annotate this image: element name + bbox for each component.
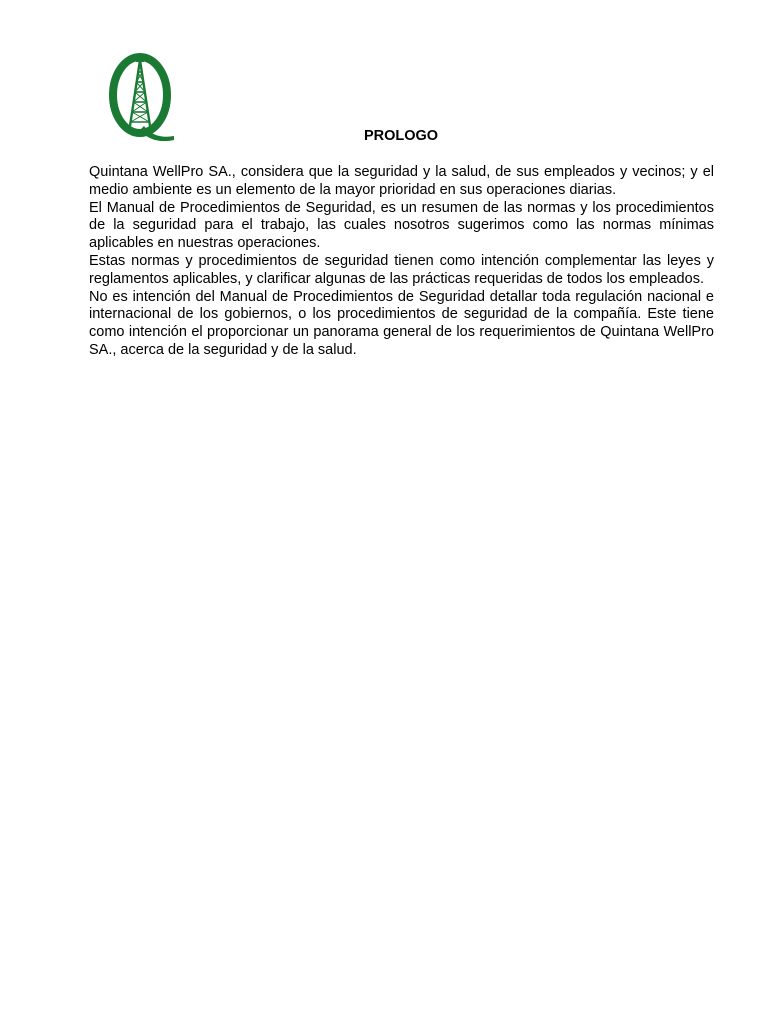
q-derrick-icon [104, 46, 184, 142]
paragraph: Estas normas y procedimientos de seguridad tienen como intención complementar las leyes y reglamentos aplicables, y clarificar algunas de las prácticas requeridas de todos los empleados. [89, 252, 714, 287]
prologue-body [89, 164, 714, 360]
paragraph: El Manual de Procedimientos de Seguridad, es un resumen de las normas y los procedimientos de la seguridad para el trabajo, las cuales nosotros sugerimos como las normas mínimas aplicables en nuestras operaciones. [89, 199, 714, 252]
page-title: PROLOGO [363, 128, 439, 144]
paragraph: No es intención del Manual de Procedimientos de Seguridad detallar toda regulación nacional e internacional de los gobiernos, o los procedimientos de seguridad de la compañía. Este tiene como intención el proporcionar un panorama general de los requerimientos de Quintana WellPro SA., acerca de la seguridad y de la salud. [89, 288, 714, 358]
company-logo [104, 46, 184, 142]
paragraph: Quintana WellPro SA., considera que la seguridad y la salud, de sus empleados y vecinos; y el medio ambiente es un elemento de la mayor prioridad en sus operaciones diarias. [89, 164, 714, 198]
